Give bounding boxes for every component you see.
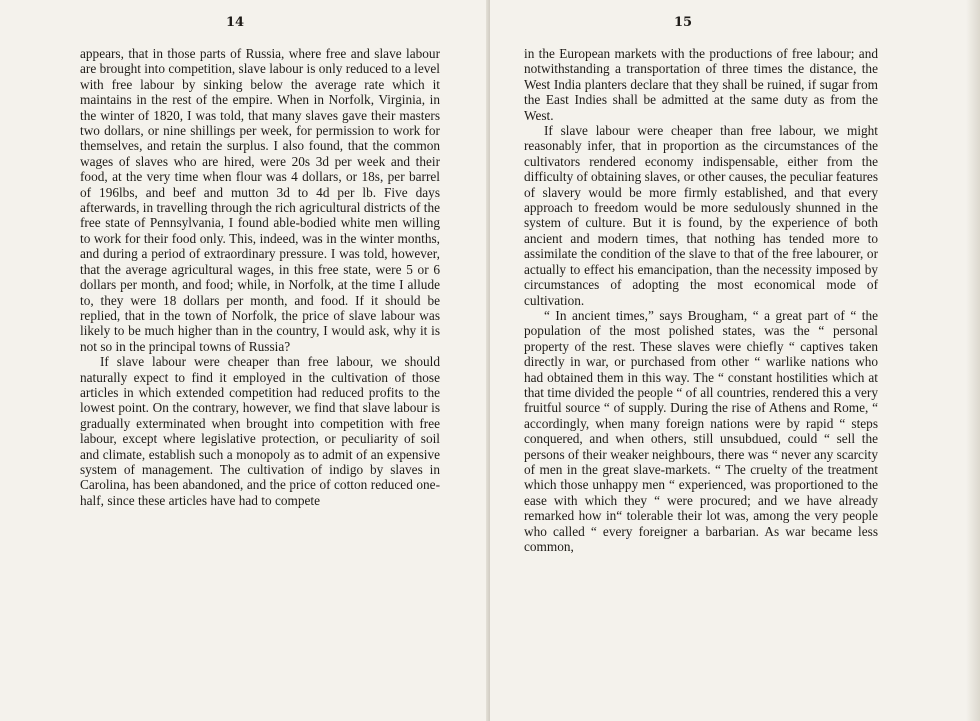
paragraph: in the European markets with the productions of free labour; and notwithstanding a transportation of three times the distance, the West India planters declare that they shall be ruined, if sugar from the East Indies shall be admitted at the same duty as from the West. (524, 46, 878, 123)
right-page (490, 0, 980, 721)
paragraph: If slave labour were cheaper than free labour, we should naturally expect to find it employed in the cultivation of those articles in which extended competition had reduced profits to the lowest point. On the contrary, however, we find that slave labour is gradually exterminated when brought into competition with free labour, except where legislative protection, or peculiarity of soil and climate, establish such a monopoly as to admit of an expensive system of management. The cultivation of indigo by slaves in Carolina, has been abandoned, and the price of cotton reduced one-half, since these articles have had to compete (80, 354, 440, 508)
quotation-paragraph: “ In ancient times,” says Brougham, “ a great part of “ the population of the most polished states, was the “ personal property of the rest. These slaves were chiefly “ captives taken directly in war, or purchased from other “ warlike nations who had obtained them in this way. The “ constant hostilities which at that time divided the people “ of all countries, rendered this a very fruitful source “ of supply. During the rise of Athens and Rome, “ accordingly, when many foreign nations were by rapid “ steps conquered, and when others, still unsubdued, could “ sell the persons of their weaker neighbours, there was “ never any scarcity of men in the great slave-markets. “ The cruelty of the treatment which those unhappy men “ experienced, was proportioned to the ease with which they “ were procured; and we have already remarked how in“ tolerable their lot was, among the very people who called “ every foreigner a barbarian. As war became less common, (524, 307, 878, 554)
right-page-text (524, 46, 878, 554)
paragraph: If slave labour were cheaper than free labour, we might reasonably infer, that in proportion as the circumstances of the cultivators rendered economy indispensable, either from the difficulty of obtaining slaves, or other causes, the peculiar features of slavery would be more firmly established, and that every approach to freedom would be more sedulously shunned in the system of culture. But it is found, by the experience of both ancient and modern times, that nothing has tended more to assimilate the condition of the slave to that of the free labourer, or actually to effect his emancipation, than the necessity imposed by circumstances of adopting the most economical mode of cultivation. (524, 123, 878, 308)
left-page-text (80, 46, 440, 508)
page-number-right: 15 (674, 15, 693, 30)
page-number-left: 14 (226, 15, 245, 30)
paragraph: appears, that in those parts of Russia, where free and slave labour are brought into competition, slave labour is only reduced to a level with free labour by sinking below the average rate which it maintains in the rest of the empire. When in Norfolk, Virginia, in the winter of 1820, I was told, that many slaves gave their masters two dollars, or nine shillings per week, for permission to work for themselves, and retain the surplus. I also found, that the common wages of slaves who are hired, were 20s 3d per week and their food, at the very time when flour was 4 dollars, or 18s, per barrel of 196lbs, and beef and mutton 3d to 4d per lb. Five days afterwards, in travelling through the rich agricultural districts of the free state of Pennsylvania, I found able-bodied white men willing to work for their food only. This, indeed, was in the winter months, and during a period of extraordinary pressure. I was told, however, that the average agricultural wages, in this free state, were 5 or 6 dollars per month, and food; while, in Norfolk, at the time I allude to, they were 18 dollars per month, and food. If it should be replied, that in the town of Norfolk, the price of slave labour was likely to be much higher than in the country, I would ask, why it is not so in the principal towns of Russia? (80, 46, 440, 354)
page-edge-shadow (966, 0, 980, 721)
